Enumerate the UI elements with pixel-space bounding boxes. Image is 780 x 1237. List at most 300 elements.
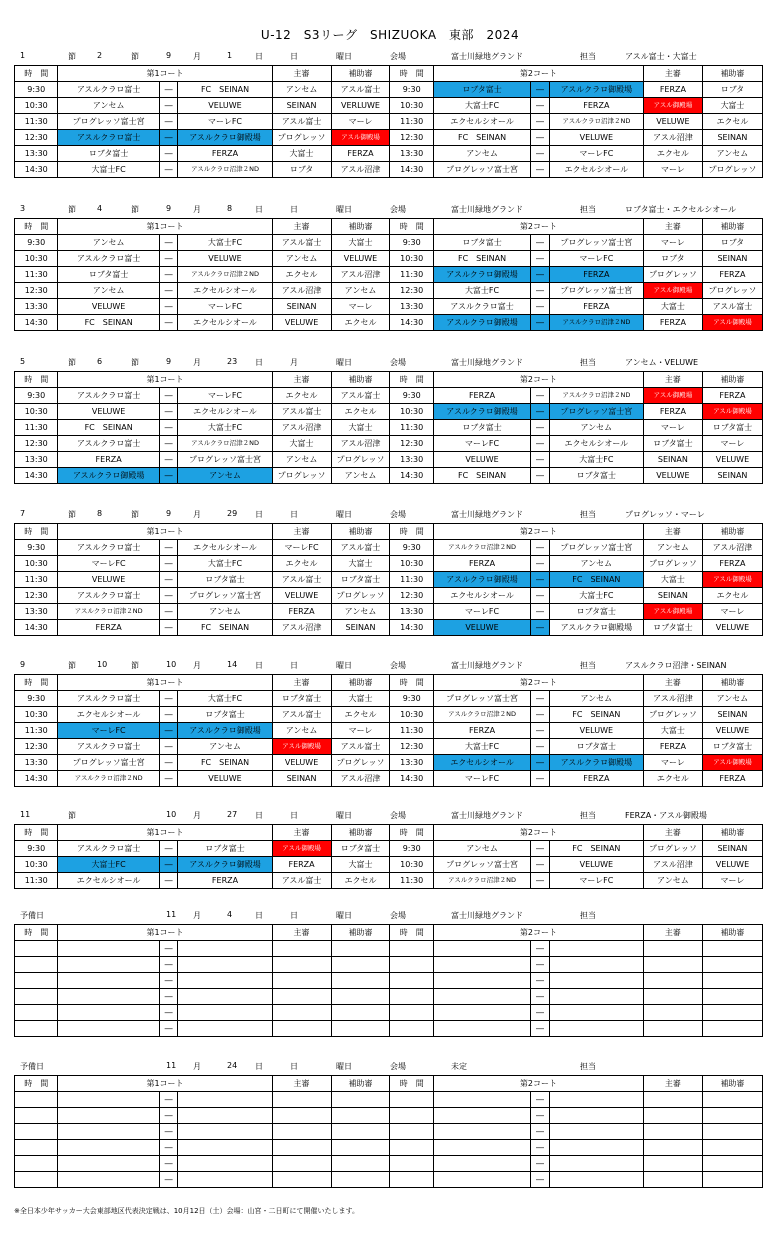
assistant-referee [331,973,390,989]
time-cell [390,1140,433,1156]
away-team [549,989,643,1005]
schedule-block [14,509,763,636]
table-row [15,989,763,1005]
home-team: アスルクラロ富士 [58,388,159,404]
time-cell [15,1172,58,1188]
away-team [178,1108,272,1124]
vs-dash: ― [159,1172,178,1188]
vs-dash: ― [159,691,178,707]
col-referee-1: 主審 [272,372,331,388]
home-team: VELUWE [58,404,159,420]
time-cell: 10:30 [15,707,58,723]
table-row [15,468,763,484]
schedule-table [14,1075,763,1188]
time-cell: 13:30 [390,146,433,162]
assistant-referee [331,1021,390,1037]
home-team: アスルクラロ富士 [58,739,159,755]
away-team: マーレFC [178,388,272,404]
time-cell: 9:30 [15,235,58,251]
referee: アスル沼津 [643,857,702,873]
home-team: アンセム [58,235,159,251]
table-row [15,957,763,973]
vs-dash: ― [159,436,178,452]
referee: アスル沼津 [643,130,702,146]
vs-dash: ― [159,1156,178,1172]
home-team: アスルクラロ沼津２ND [58,604,159,620]
home-team: FC SEINAN [433,251,530,267]
round-label-2: 節 [131,510,139,519]
assistant-referee: SEINAN [702,130,762,146]
table-row [15,691,763,707]
table-row [15,315,763,331]
assistant-referee: アスル沼津 [331,771,390,787]
time-cell [390,1108,433,1124]
vs-dash: ― [159,556,178,572]
time-cell: 13:30 [15,299,58,315]
assistant-referee: FERZA [702,267,762,283]
vs-dash: ― [531,82,550,98]
block-header [14,810,763,824]
vs-dash: ― [159,162,178,178]
col-time-2: 時 間 [390,1076,433,1092]
away-team: 大富士FC [178,420,272,436]
home-team [58,1172,159,1188]
assistant-referee [331,1005,390,1021]
vs-dash: ― [531,130,550,146]
away-team: プログレッソ富士宮 [549,235,643,251]
vs-dash: ― [531,723,550,739]
assistant-referee: ロブタ [702,82,762,98]
referee [643,1156,702,1172]
home-team: アスルクラロ富士 [433,299,530,315]
table-row [15,973,763,989]
home-team: ロブタ富士 [433,420,530,436]
vs-dash: ― [159,1124,178,1140]
month-label: 月 [193,358,201,367]
day-value: 8 [227,204,233,213]
away-team [549,1108,643,1124]
col-referee-2: 主審 [643,675,702,691]
in-charge-value: ロブタ富士・エクセルシオール [625,205,737,214]
assistant-referee [702,957,762,973]
table-row [15,283,763,299]
col-referee-1: 主審 [272,825,331,841]
referee: アスル富士 [272,873,331,889]
home-team: エクセルシオール [58,873,159,889]
assistant-referee [702,1005,762,1021]
assistant-referee: マーレ [331,299,390,315]
table-row [15,723,763,739]
assistant-referee [331,1092,390,1108]
home-team: FC SEINAN [58,420,159,436]
referee: アスル沼津 [272,620,331,636]
home-team: アスルクラロ御殿場 [433,315,530,331]
home-team [58,1156,159,1172]
time-cell: 12:30 [15,283,58,299]
assistant-referee: アスル御殿場 [702,315,762,331]
table-row [15,162,763,178]
table-header-row [15,219,763,235]
time-cell: 11:30 [15,114,58,130]
weekday-value: 日 [290,205,298,214]
referee: アスル御殿場 [272,739,331,755]
home-team: マーレFC [58,723,159,739]
month-label: 月 [193,52,201,61]
table-row [15,98,763,114]
time-cell: 12:30 [15,130,58,146]
assistant-referee: アスル沼津 [331,162,390,178]
table-row [15,1021,763,1037]
away-team [178,1005,272,1021]
day-label: 日 [255,358,263,367]
home-team: ロブタ富士 [58,267,159,283]
col-time-2: 時 間 [390,675,433,691]
time-cell [390,1124,433,1140]
vs-dash: ― [531,1092,550,1108]
col-referee-2: 主審 [643,219,702,235]
weekday-label: 曜日 [336,205,352,214]
away-team: マーレFC [178,114,272,130]
schedule-table [14,924,763,1037]
time-cell [390,1172,433,1188]
home-team: 大富士FC [433,283,530,299]
col-court-1: 第1コート [58,524,272,540]
assistant-referee [702,1021,762,1037]
vs-dash: ― [531,620,550,636]
away-team: FERZA [549,771,643,787]
venue-name: 富士川緑地グランド [451,358,523,367]
table-row [15,1156,763,1172]
home-team: ロブタ富士 [433,235,530,251]
referee: アスル沼津 [272,420,331,436]
assistant-referee: エクセル [331,707,390,723]
vs-dash: ― [531,1124,550,1140]
assistant-referee: 大富士 [702,98,762,114]
time-cell: 13:30 [390,604,433,620]
away-team [549,973,643,989]
away-team [549,941,643,957]
time-cell [15,989,58,1005]
col-assistant-2: 補助審 [702,219,762,235]
time-cell: 13:30 [15,755,58,771]
round-label: 節 [68,52,76,61]
vs-dash: ― [531,1108,550,1124]
document-title: U-12 S3リーグ SHIZUOKA 東部 2024 [260,28,520,42]
away-team: アスルクラロ御殿場 [178,723,272,739]
away-team: ロブタ富士 [178,841,272,857]
day-value: 29 [227,509,238,518]
vs-dash: ― [159,707,178,723]
vs-dash: ― [159,388,178,404]
assistant-referee: マーレ [702,436,762,452]
col-referee-2: 主審 [643,372,702,388]
away-team [549,1124,643,1140]
venue-label: 会場 [390,358,406,367]
referee: アスル富士 [272,404,331,420]
away-team [178,957,272,973]
assistant-referee: SEINAN [702,468,762,484]
time-cell: 14:30 [390,620,433,636]
col-referee-2: 主審 [643,825,702,841]
round-number: 11 [20,810,31,819]
home-team: FC SEINAN [58,315,159,331]
home-team [433,973,530,989]
referee [272,989,331,1005]
home-team: アスルクラロ御殿場 [433,572,530,588]
block-header [14,660,763,674]
home-team: アンセム [58,98,159,114]
month-label: 月 [193,661,201,670]
in-charge-label: 担当 [580,52,596,61]
round-label-2: 節 [131,205,139,214]
referee [272,973,331,989]
col-assistant-1: 補助審 [331,524,390,540]
schedule-block [14,51,763,178]
time-cell [390,1021,433,1037]
table-row [15,82,763,98]
away-team: エクセルシオール [178,283,272,299]
month-value: 10 [166,810,177,819]
table-row [15,941,763,957]
time-cell: 9:30 [390,82,433,98]
assistant-referee [331,941,390,957]
assistant-referee: FERZA [331,146,390,162]
vs-dash: ― [531,1005,550,1021]
day-value: 24 [227,1061,238,1070]
assistant-referee: プログレッソ [331,452,390,468]
weekday-value: 月 [290,358,298,367]
vs-dash: ― [159,235,178,251]
away-team [549,1005,643,1021]
away-team: ロブタ富士 [549,604,643,620]
vs-dash: ― [531,604,550,620]
home-team: FERZA [58,452,159,468]
assistant-referee: アスル富士 [331,739,390,755]
away-team [549,957,643,973]
referee: マーレ [643,162,702,178]
referee [643,1108,702,1124]
referee: アンセム [643,540,702,556]
table-row [15,540,763,556]
vs-dash: ― [159,114,178,130]
assistant-referee [331,1124,390,1140]
away-team: マーレFC [549,873,643,889]
away-team: エクセルシオール [549,436,643,452]
assistant-referee [331,1156,390,1172]
col-time-1: 時 間 [15,925,58,941]
away-team: VELUWE [178,771,272,787]
assistant-referee: アスル富士 [331,388,390,404]
month-value: 10 [166,660,177,669]
time-cell: 11:30 [390,873,433,889]
table-row [15,1140,763,1156]
assistant-referee [702,1156,762,1172]
vs-dash: ― [531,572,550,588]
col-court-1: 第1コート [58,372,272,388]
vs-dash: ― [531,873,550,889]
away-team [178,1021,272,1037]
referee [272,1156,331,1172]
weekday-label: 曜日 [336,811,352,820]
time-cell: 12:30 [390,739,433,755]
col-court-1: 第1コート [58,825,272,841]
vs-dash: ― [531,235,550,251]
away-team: FERZA [549,98,643,114]
time-cell: 11:30 [15,572,58,588]
col-referee-2: 主審 [643,925,702,941]
referee [643,1005,702,1021]
table-header-row [15,524,763,540]
away-team: プログレッソ富士宮 [178,588,272,604]
vs-dash: ― [531,146,550,162]
referee: ロブタ [272,162,331,178]
time-cell: 10:30 [15,857,58,873]
home-team: FERZA [433,388,530,404]
referee: SEINAN [272,98,331,114]
table-row [15,130,763,146]
home-team: FERZA [433,723,530,739]
table-row [15,755,763,771]
away-team: アスルクラロ御殿場 [549,755,643,771]
vs-dash: ― [159,723,178,739]
table-row [15,114,763,130]
time-cell: 14:30 [15,315,58,331]
schedule-table [14,824,763,889]
home-team: エクセルシオール [433,588,530,604]
referee [272,1005,331,1021]
month-value: 11 [166,910,177,919]
table-row [15,739,763,755]
schedule-block [14,810,763,889]
referee: マーレFC [272,540,331,556]
time-cell: 13:30 [15,146,58,162]
vs-dash: ― [531,388,550,404]
home-team [58,1124,159,1140]
in-charge-value: アンセム・VELUWE [625,358,699,367]
vs-dash: ― [531,299,550,315]
home-team: FERZA [433,556,530,572]
time-cell [390,957,433,973]
referee: プログレッソ [643,707,702,723]
weekday-value: 日 [290,1062,298,1071]
day-label: 日 [255,911,263,920]
time-cell: 11:30 [390,420,433,436]
col-time-1: 時 間 [15,825,58,841]
away-team: ロブタ富士 [178,572,272,588]
referee [272,1021,331,1037]
vs-dash: ― [531,707,550,723]
day-label: 日 [255,52,263,61]
home-team: プログレッソ富士宮 [58,114,159,130]
referee: ロブタ富士 [643,436,702,452]
vs-dash: ― [159,468,178,484]
referee: FERZA [272,857,331,873]
home-team: アスルクラロ富士 [58,130,159,146]
vs-dash: ― [531,588,550,604]
vs-dash: ― [159,452,178,468]
away-team: アスルクラロ沼津２ND [178,436,272,452]
referee: 大富士 [272,436,331,452]
home-team: マーレFC [433,436,530,452]
assistant-referee: アンセム [331,468,390,484]
referee: ロブタ富士 [272,691,331,707]
referee [643,1172,702,1188]
home-team: アスルクラロ富士 [58,82,159,98]
venue-name: 富士川緑地グランド [451,811,523,820]
vs-dash: ― [159,1005,178,1021]
away-team [178,989,272,1005]
weekday-label: 曜日 [336,1062,352,1071]
home-team: 大富士FC [58,162,159,178]
referee: SEINAN [272,771,331,787]
away-team: FERZA [549,267,643,283]
table-header-row [15,372,763,388]
away-team [549,1172,643,1188]
in-charge-value: アスルクラロ沼津・SEINAN [625,661,727,670]
referee: VELUWE [643,468,702,484]
referee: プログレッソ [643,841,702,857]
venue-label: 会場 [390,205,406,214]
away-team: アスルクラロ沼津２ND [178,162,272,178]
referee: エクセル [643,771,702,787]
table-header-row [15,675,763,691]
home-team: エクセルシオール [433,114,530,130]
assistant-referee [702,1108,762,1124]
away-team: アンセム [178,468,272,484]
table-header-row [15,1076,763,1092]
assistant-referee: アンセム [331,604,390,620]
time-cell: 12:30 [390,588,433,604]
col-assistant-2: 補助審 [702,825,762,841]
vs-dash: ― [531,114,550,130]
time-cell: 13:30 [15,604,58,620]
referee: FERZA [272,604,331,620]
vs-dash: ― [159,873,178,889]
col-referee-1: 主審 [272,524,331,540]
home-team [58,1005,159,1021]
venue-name: 富士川緑地グランド [451,911,523,920]
home-team: プログレッソ富士宮 [433,162,530,178]
time-cell: 14:30 [15,468,58,484]
col-time-2: 時 間 [390,66,433,82]
assistant-referee [702,941,762,957]
schedule-block [14,660,763,787]
assistant-referee [331,1108,390,1124]
away-team: FERZA [549,299,643,315]
table-row [15,235,763,251]
col-time-2: 時 間 [390,825,433,841]
assistant-referee: アスル沼津 [331,267,390,283]
home-team: アスルクラロ富士 [58,841,159,857]
away-team: 大富士FC [178,691,272,707]
weekday-value: 日 [290,811,298,820]
away-team [178,1156,272,1172]
assistant-referee [331,1140,390,1156]
away-team: FC SEINAN [178,82,272,98]
referee: SEINAN [272,299,331,315]
schedule-table [14,371,763,484]
round-label-2: 節 [131,358,139,367]
time-cell [390,973,433,989]
away-team [549,1092,643,1108]
referee: アンセム [272,723,331,739]
home-team: VELUWE [433,620,530,636]
time-cell: 9:30 [15,841,58,857]
vs-dash: ― [531,1172,550,1188]
schedule-block [14,204,763,331]
col-assistant-2: 補助審 [702,675,762,691]
time-cell: 11:30 [390,572,433,588]
